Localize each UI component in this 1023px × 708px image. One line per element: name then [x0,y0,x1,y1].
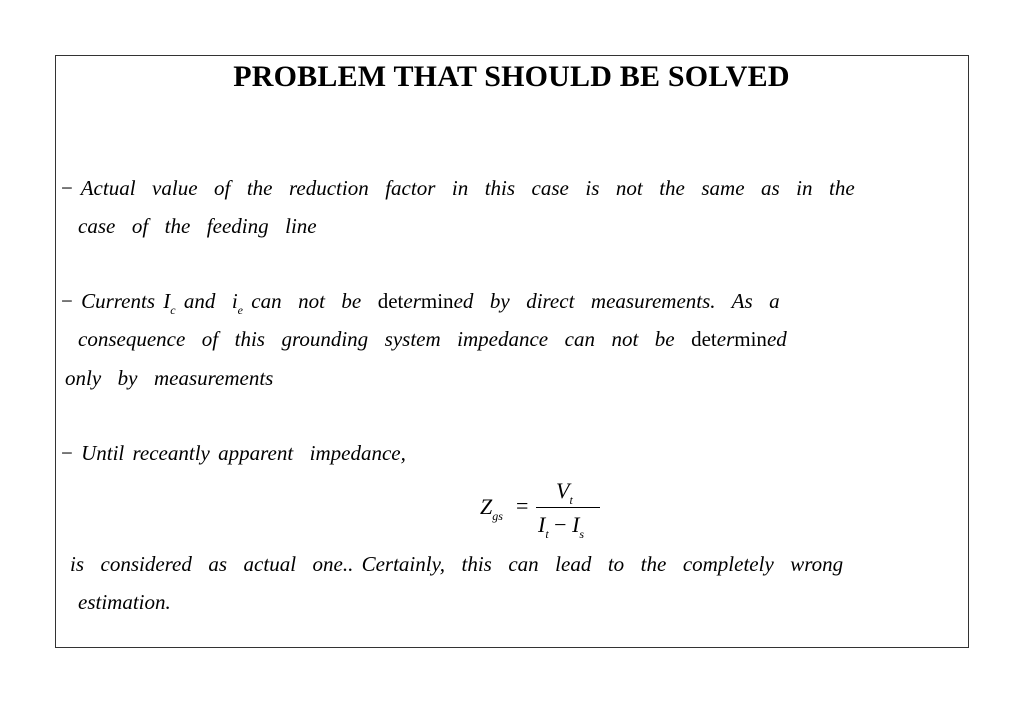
det-part-2: er [716,327,735,351]
formula-num-var: V [556,478,570,503]
fraction-bar [536,507,600,508]
det-part-4: ed by direct measurements. As a [453,289,780,313]
formula-den-sub-1: t [545,527,549,541]
bullet-2-text-b: and [175,289,232,313]
bullet-3-text: Until receantly apparent impedance, [81,441,406,465]
bullet-2-text-c: can not be [243,289,378,313]
bullet-2-text-a: Currents [81,289,164,313]
bullet-3-line-1 [61,441,406,466]
bullet-1-line-1 [61,176,855,201]
bullet-2-line-3: only by measurements [65,366,274,390]
conclusion-line-2: estimation. [78,590,171,614]
slide-title: PROBLEM THAT SHOULD BE SOLVED [233,60,790,93]
formula-den-var-1: I [538,512,546,537]
bullet-dash: − [61,441,73,465]
bullet-2-line-2 [78,327,787,352]
formula-lhs [480,494,503,523]
formula-num-sub: t [569,493,573,507]
bullet-2-line-1 [61,289,780,317]
bullet-1-line-2: case of the feeding line [78,214,317,238]
variable-I: I [163,289,171,313]
subscript-c: c [170,303,176,317]
impedance-formula [480,478,610,540]
variable-i: i [231,289,238,313]
formula-lhs-var: Z [480,494,493,519]
det-part-3: min [734,327,767,351]
formula-numerator [556,478,573,507]
formula-equals: = [516,493,529,518]
conclusion-line-1: is considered as actual one.. Certainly, this can lead to the completely wrong [70,552,844,576]
bullet-2-text-2a: consequence of this grounding system impedance can not be [78,327,692,351]
det-part-1: det [691,327,717,351]
bullet-dash: − [61,176,73,200]
formula-den-var-2: I [572,512,580,537]
formula-den-sub-2: s [579,527,585,541]
det-part-2: er [403,289,421,313]
det-part-3: min [420,289,454,313]
formula-denominator [538,512,585,541]
subscript-e: e [237,303,243,317]
formula-lhs-sub: gs [492,509,503,523]
bullet-1-text-1: Actual value of the reduction factor in this case is not the same as in the [80,176,855,200]
det-part-1: det [377,289,404,313]
formula-minus: − [548,512,573,537]
bullet-dash: − [61,289,73,313]
det-part-4: ed [766,327,787,351]
